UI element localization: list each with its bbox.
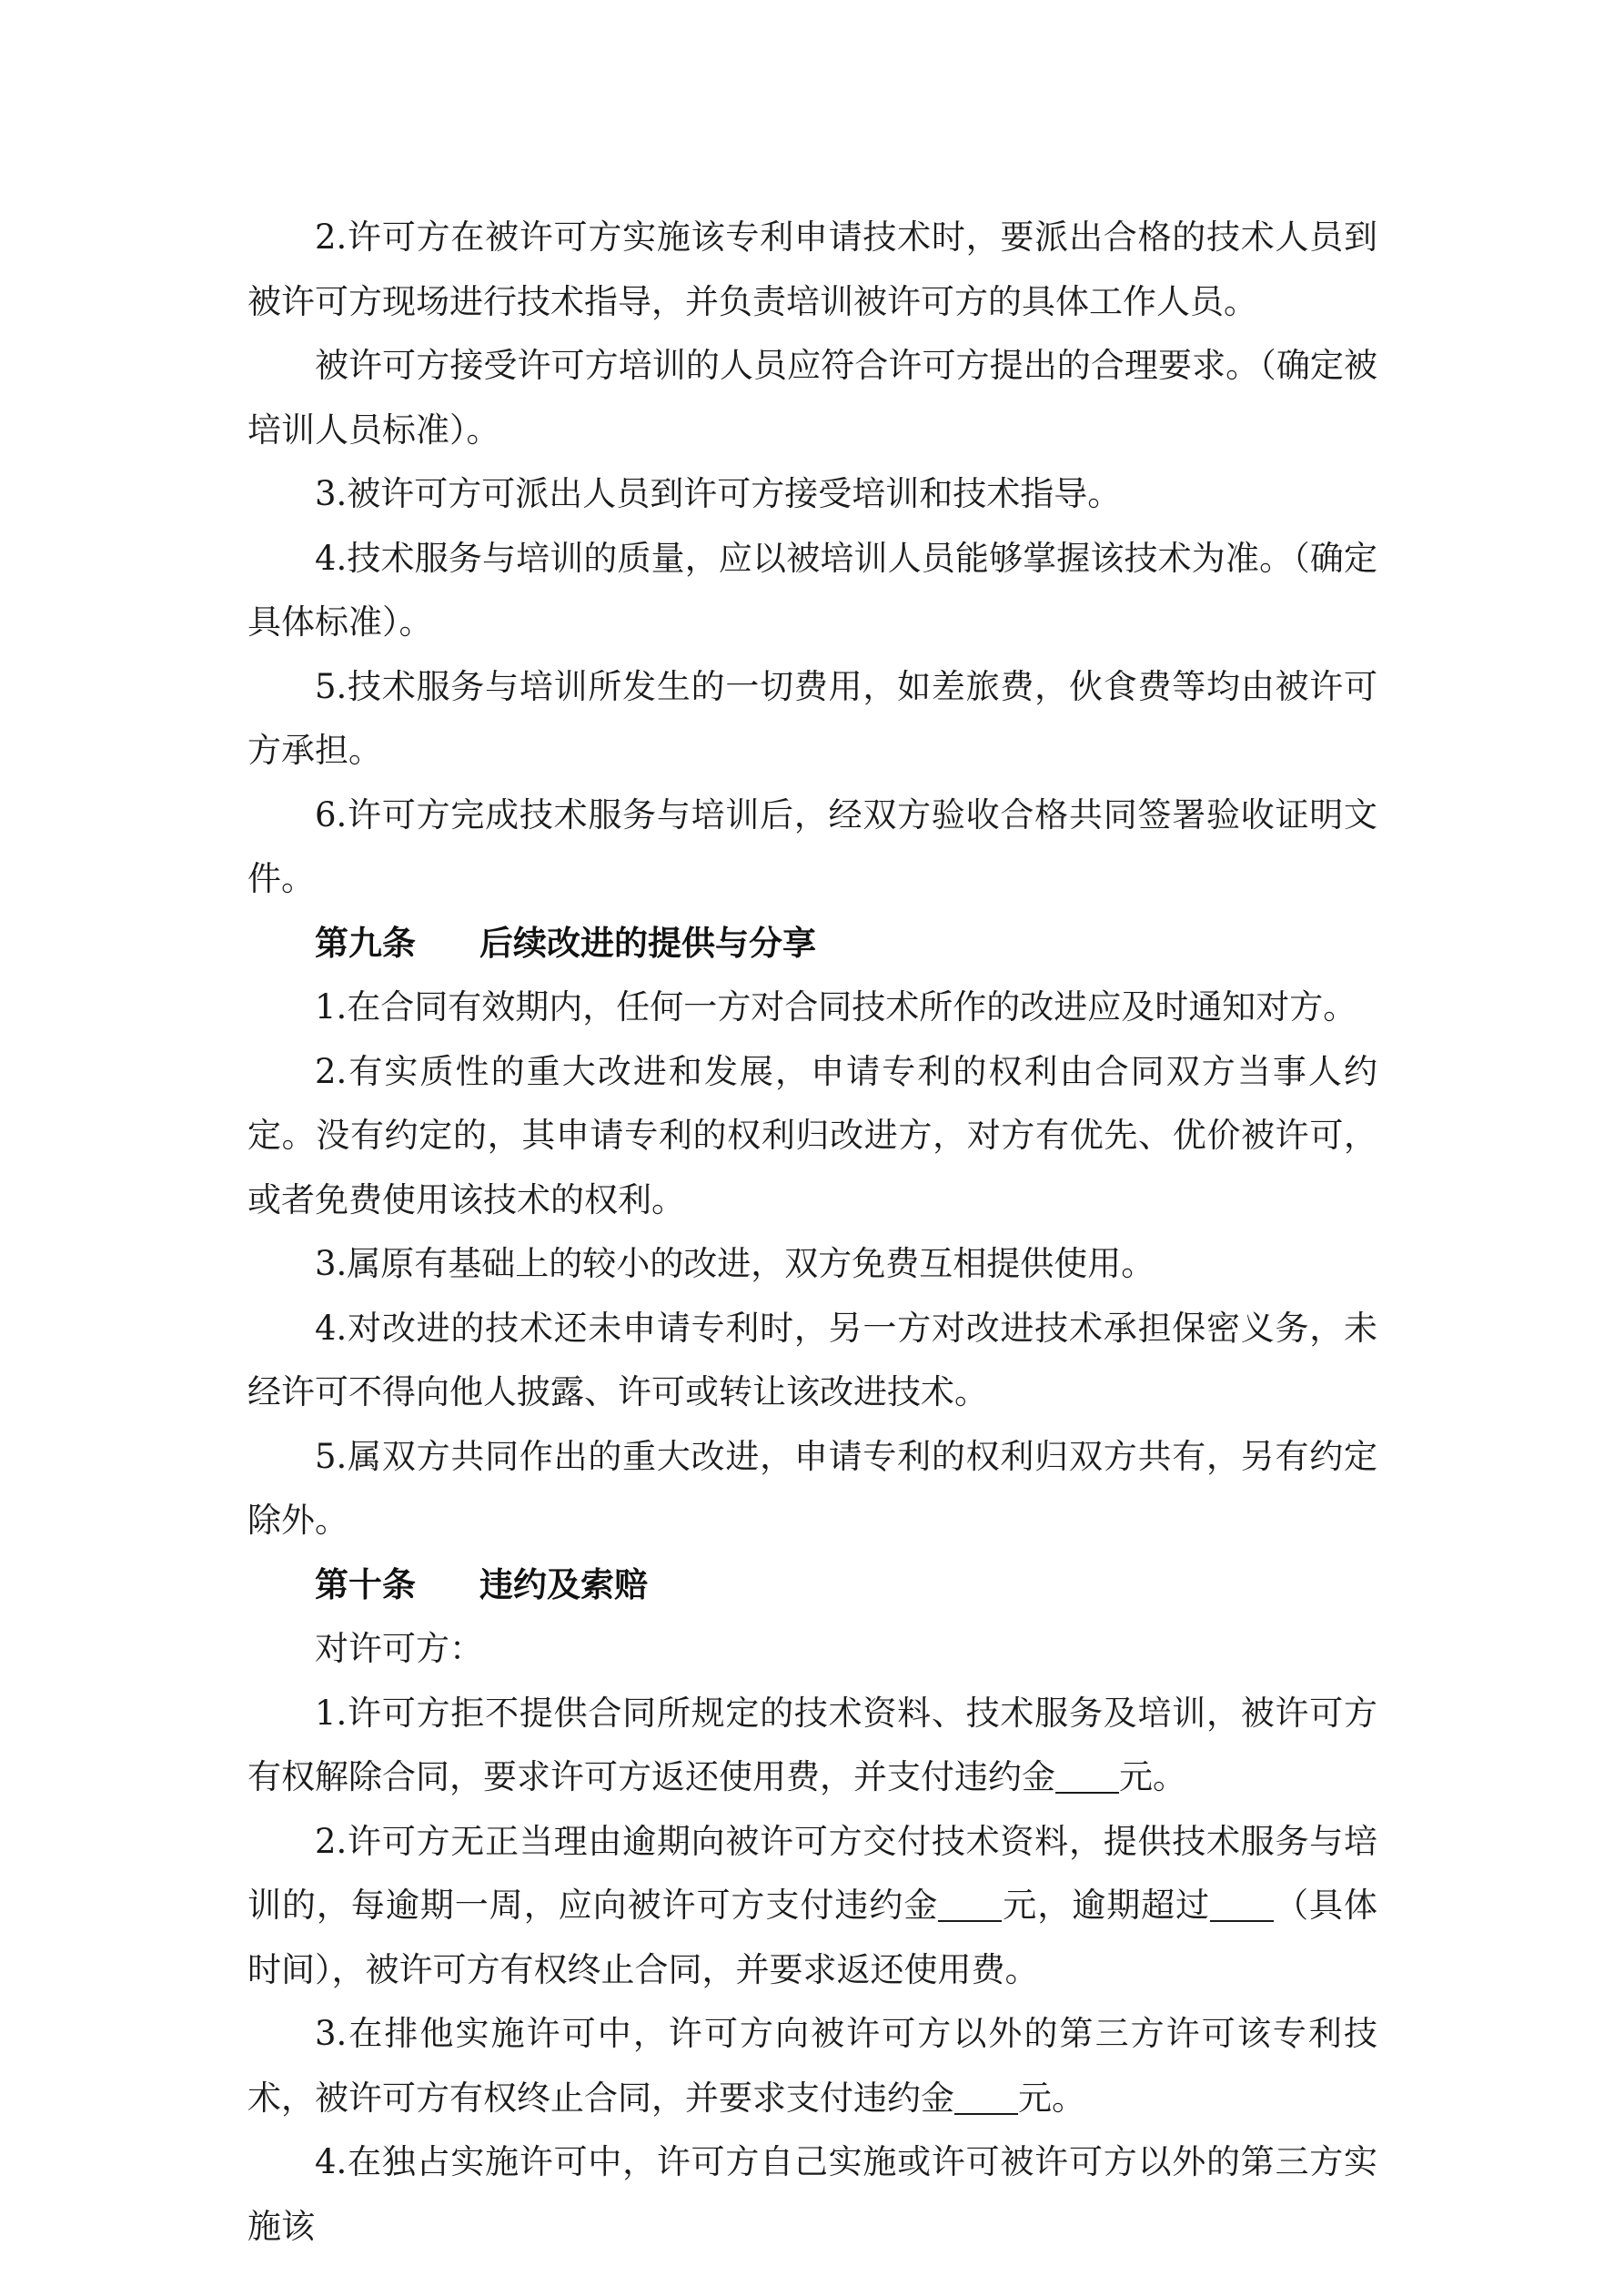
paragraph-text: （具体时间），被许可方有权终止合同，并要求返还使用费。 [247, 1886, 1378, 1989]
article-heading [247, 912, 1377, 976]
article-number: 第九条 [315, 923, 416, 963]
paragraph-text: 元，逾期超过 [1002, 1886, 1211, 1925]
paragraph: 5.技术服务与培训所发生的一切费用，如差旅费，伙食费等均由被许可方承担。 [247, 666, 1377, 770]
paragraph: 6.许可方完成技术服务与培训后，经双方验收合格共同签署验收证明文件。 [247, 794, 1377, 898]
paragraph: 4.在独占实施许可中，许可方自己实施或许可被许可方以外的第三方实施该 [247, 2142, 1377, 2246]
paragraph [247, 2002, 1377, 2130]
article-title: 后续改进的提供与分享 [479, 923, 816, 963]
paragraph-text: 元。 [1119, 1757, 1186, 1796]
paragraph: 5.属双方共同作出的重大改进，申请专利的权利归双方共有，另有约定除外。 [247, 1436, 1377, 1540]
paragraph [247, 1810, 1377, 2003]
fill-in-blank [954, 2079, 1018, 2115]
fill-in-blank [1210, 1886, 1274, 1922]
article-heading [247, 1553, 1377, 1618]
fill-in-blank [1055, 1758, 1119, 1794]
paragraph-text: 3.在排他实施许可中，许可方向被许可方以外的第三方许可该专利技术，被许可方有权终止合同，并要求支付违约金 [247, 2014, 1377, 2118]
article-title: 违约及索赔 [479, 1564, 648, 1604]
paragraph: 2.许可方在被许可方实施该专利申请技术时，要派出合格的技术人员到被许可方现场进行技术指导，并负责培训被许可方的具体工作人员。 [247, 217, 1377, 321]
article-number: 第十条 [315, 1564, 416, 1604]
paragraph: 对许可方： [315, 1629, 483, 1668]
paragraph: 2.有实质性的重大改进和发展，申请专利的权利由合同双方当事人约定。没有约定的，其申请专利的权利归改进方，对方有优先、优价被许可，或者免费使用该技术的权利。 [247, 1051, 1377, 1219]
paragraph: 1.在合同有效期内，任何一方对合同技术所作的改进应及时通知对方。 [315, 987, 1357, 1027]
paragraph: 3.属原有基础上的较小的改进，双方免费互相提供使用。 [315, 1244, 1155, 1283]
paragraph-text: 元。 [1018, 2078, 1085, 2118]
paragraph: 4.对改进的技术还未申请专利时，另一方对改进技术承担保密义务，未经许可不得向他人披露、许可或转让该改进技术。 [247, 1308, 1377, 1411]
paragraph-text: 2.许可方无正当理由逾期向被许可方交付技术资料，提供技术服务与培训的，每逾期一周，应向被许可方支付违约金 [247, 1821, 1377, 1925]
paragraph-text: 1.许可方拒不提供合同所规定的技术资料、技术服务及培训，被许可方有权解除合同，要求许可方返还使用费，并支付违约金 [247, 1693, 1377, 1796]
fill-in-blank [938, 1886, 1002, 1922]
paragraph: 3.被许可方可派出人员到许可方接受培训和技术指导。 [315, 474, 1122, 513]
document-page [247, 206, 1377, 2259]
paragraph [247, 1682, 1377, 1810]
paragraph: 被许可方接受许可方培训的人员应符合许可方提出的合理要求。（确定被培训人员标准）。 [247, 346, 1377, 450]
paragraph: 4.技术服务与培训的质量，应以被培训人员能够掌握该技术为准。（确定具体标准）。 [247, 538, 1377, 642]
